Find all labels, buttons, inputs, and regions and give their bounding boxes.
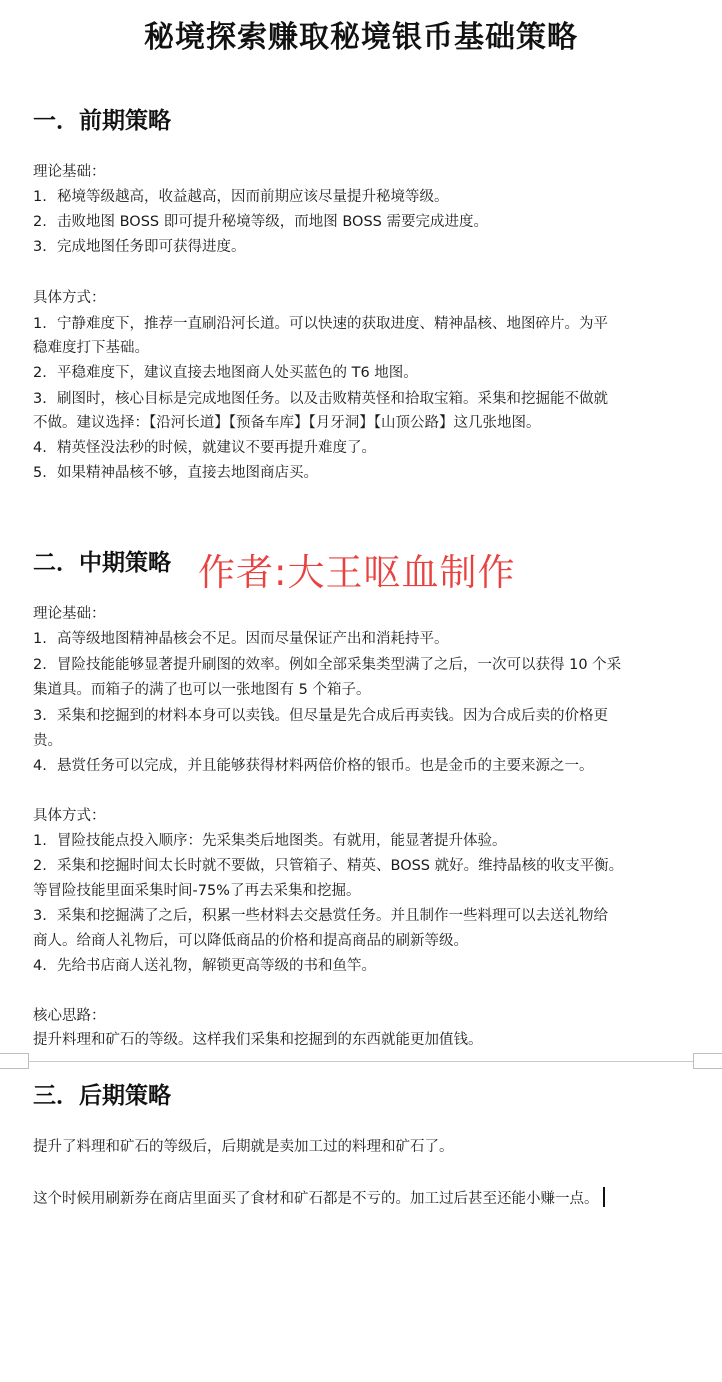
item-text: 采集和挖掘时间太长时就不要做，只管箱子、精英、BOSS 就好。维持晶核的收支平衡。 [57, 858, 624, 874]
author-watermark: 作者:大王呕血制作 [198, 551, 516, 594]
core-text: 提升料理和矿石的等级。这样我们采集和挖掘到的东西就能更加值钱。 [33, 1032, 483, 1048]
theory-label: 理论基础： [33, 164, 106, 180]
list-item [33, 237, 698, 257]
list-item [33, 706, 698, 726]
text-cursor [603, 1187, 605, 1207]
item-text: 冒险技能点投入顺序：先采集类后地图类。有就用，能显著提升体验。 [57, 833, 507, 849]
item-text: 完成地图任务即可获得进度。 [57, 239, 246, 255]
item-number: 3. [33, 391, 47, 407]
item-number: 4. [33, 758, 47, 774]
item-text: 刷图时，核心目标是完成地图任务。以及击败精英怪和拾取宝箱。采集和挖掘能不做就 [57, 391, 608, 407]
item-text: 采集和挖掘到的材料本身可以卖钱。但尽量是先合成后再卖钱。因为合成后卖的价格更 [57, 708, 608, 724]
item-text: 如果精神晶核不够，直接去地图商店买。 [57, 465, 318, 481]
item-text: 先给书店商人送礼物，解锁更高等级的书和鱼竿。 [57, 958, 376, 974]
item-number: 2. [33, 365, 47, 381]
section-heading-late: 三．后期策略 [33, 1082, 171, 1109]
list-item [33, 463, 698, 483]
list-item [33, 314, 698, 334]
item-number: 4. [33, 440, 47, 456]
item-text: 悬赏任务可以完成，并且能够获得材料两倍价格的银币。也是金币的主要来源之一。 [57, 758, 594, 774]
item-text: 采集和挖掘满了之后，积累一些材料去交悬赏任务。并且制作一些料理可以去送礼物给 [57, 908, 608, 924]
page-break-marker-left [0, 1053, 29, 1069]
list-item [33, 655, 698, 675]
item-number: 2. [33, 657, 47, 673]
list-item [33, 187, 698, 207]
list-item [33, 856, 698, 876]
page-break-marker-right [693, 1053, 722, 1069]
list-item [33, 956, 698, 976]
item-number: 1. [33, 833, 47, 849]
item-text: 秘境等级越高，收益越高，因而前期应该尽量提升秘境等级。 [57, 189, 449, 205]
item-number: 1. [33, 631, 47, 647]
item-number: 1. [33, 316, 47, 332]
document-title: 秘境探索赚取秘境银币基础策略 [144, 20, 578, 55]
list-item [33, 756, 698, 776]
item-number: 4. [33, 958, 47, 974]
page-break [0, 1052, 722, 1072]
item-number: 5. [33, 465, 47, 481]
list-item-continuation: 稳难度打下基础。 [33, 340, 149, 356]
list-item [33, 629, 698, 649]
list-item [33, 906, 698, 926]
list-item [33, 438, 698, 458]
paragraph-text: 这个时候用刷新券在商店里面买了食材和矿石都是不亏的。加工过后甚至还能小赚一点。 [33, 1191, 599, 1207]
core-label: 核心思路： [33, 1008, 106, 1024]
section-heading-mid: 二．中期策略 [33, 549, 171, 576]
method-label: 具体方式： [33, 808, 106, 824]
list-item [33, 212, 698, 232]
item-text: 宁静难度下，推荐一直刷沿河长道。可以快速的获取进度、精神晶核、地图碎片。为平 [57, 316, 608, 332]
item-text: 击败地图 BOSS 即可提升秘境等级，而地图 BOSS 需要完成进度。 [57, 214, 488, 230]
paragraph: 提升了料理和矿石的等级后，后期就是卖加工过的料理和矿石了。 [33, 1139, 454, 1155]
item-text: 冒险技能能够显著提升刷图的效率。例如全部采集类型满了之后，一次可以获得 10 个采 [57, 657, 622, 673]
page-break-rule [28, 1061, 694, 1062]
item-text: 平稳难度下，建议直接去地图商人处买蓝色的 T6 地图。 [57, 365, 418, 381]
list-item-continuation: 商人。给商人礼物后，可以降低商品的价格和提高商品的刷新等级。 [33, 933, 468, 949]
item-number: 3. [33, 908, 47, 924]
list-item [33, 831, 698, 851]
paragraph [33, 1187, 698, 1209]
list-item-continuation: 集道具。而箱子的满了也可以一张地图有 5 个箱子。 [33, 682, 371, 698]
item-number: 2. [33, 214, 47, 230]
section-heading-early: 一．前期策略 [33, 107, 171, 134]
item-number: 3. [33, 239, 47, 255]
list-item-continuation: 不做。建议选择：【沿河长道】【预备车库】【月牙洞】【山顶公路】这几张地图。 [33, 415, 541, 431]
method-label: 具体方式： [33, 290, 106, 306]
item-number: 1. [33, 189, 47, 205]
list-item [33, 389, 698, 409]
item-number: 3. [33, 708, 47, 724]
item-text: 精英怪没法秒的时候，就建议不要再提升难度了。 [57, 440, 376, 456]
list-item-continuation: 贵。 [33, 733, 62, 749]
theory-label: 理论基础： [33, 606, 106, 622]
item-number: 2. [33, 858, 47, 874]
list-item [33, 363, 698, 383]
item-text: 高等级地图精神晶核会不足。因而尽量保证产出和消耗持平。 [57, 631, 449, 647]
list-item-continuation: 等冒险技能里面采集时间-75%了再去采集和挖掘。 [33, 883, 361, 899]
